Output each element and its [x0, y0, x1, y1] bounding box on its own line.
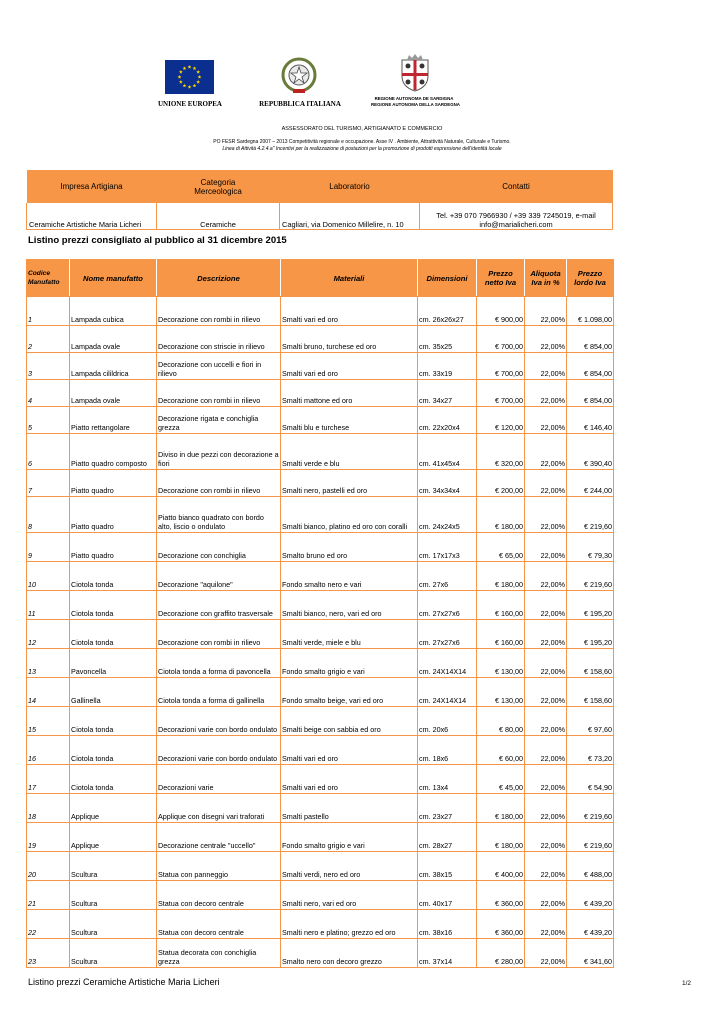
cell-nome: Ciotola tonda	[70, 707, 157, 736]
cell-dimensioni: cm. 28x27	[418, 823, 477, 852]
table-row	[27, 649, 614, 678]
cell-dimensioni: cm. 33x19	[418, 353, 477, 380]
cell-materiali: Smalti verdi, nero ed oro	[281, 852, 418, 881]
cell-dimensioni: cm. 20x6	[418, 707, 477, 736]
cell-codice: 12	[27, 620, 70, 649]
cell-codice: 18	[27, 794, 70, 823]
cell-prezzo-lordo: € 219,60	[567, 794, 614, 823]
cell-prezzo-netto: € 180,00	[477, 823, 525, 852]
cell-codice: 7	[27, 470, 70, 497]
col-header-codice: Codice Manufatto	[27, 260, 70, 297]
cell-dimensioni: cm. 38x16	[418, 910, 477, 939]
company-info-table	[26, 170, 613, 230]
info-header-contatti: Contatti	[420, 170, 613, 203]
cell-prezzo-netto: € 120,00	[477, 407, 525, 434]
cell-aliquota: 22,00%	[525, 326, 567, 353]
cell-dimensioni: cm. 34x27	[418, 380, 477, 407]
cell-dimensioni: cm. 37x14	[418, 939, 477, 968]
price-table-body	[27, 297, 614, 968]
cell-nome: Lampada cilildrica	[70, 353, 157, 380]
cell-descrizione: Decorazioni varie con bordo ondulato	[157, 707, 281, 736]
cell-codice: 9	[27, 533, 70, 562]
cell-descrizione: Applique con disegni vari traforati	[157, 794, 281, 823]
cell-prezzo-netto: € 900,00	[477, 297, 525, 326]
cell-aliquota: 22,00%	[525, 707, 567, 736]
cell-nome: Ciotola tonda	[70, 736, 157, 765]
col-header-descrizione: Descrizione	[157, 260, 281, 297]
footer-title: Listino prezzi Ceramiche Artistiche Maria Licheri	[28, 977, 220, 987]
cell-prezzo-lordo: € 195,20	[567, 591, 614, 620]
cell-materiali: Smalti verde, miele e blu	[281, 620, 418, 649]
cell-dimensioni: cm. 27x27x6	[418, 591, 477, 620]
info-laboratorio-value: Cagliari, via Domenico Millelire, n. 10	[280, 203, 420, 230]
cell-codice: 2	[27, 326, 70, 353]
cell-prezzo-netto: € 400,00	[477, 852, 525, 881]
cell-codice: 6	[27, 434, 70, 470]
cell-nome: Scultura	[70, 852, 157, 881]
cell-prezzo-lordo: € 244,00	[567, 470, 614, 497]
cell-dimensioni: cm. 24X14X14	[418, 678, 477, 707]
cell-nome: Applique	[70, 823, 157, 852]
sardegna-caption-1: REGIONE AUTONOMA DE SARDIGNA	[374, 96, 454, 101]
cell-dimensioni: cm. 38x15	[418, 852, 477, 881]
price-list-table	[26, 259, 614, 968]
cell-nome: Ciotola tonda	[70, 591, 157, 620]
table-row	[27, 939, 614, 968]
cell-descrizione: Statua con decoro centrale	[157, 910, 281, 939]
italy-caption: REPUBBLICA ITALIANA	[259, 100, 341, 108]
table-row	[27, 765, 614, 794]
cell-codice: 23	[27, 939, 70, 968]
cell-prezzo-netto: € 200,00	[477, 470, 525, 497]
cell-dimensioni: cm. 13x4	[418, 765, 477, 794]
info-contatti-value: Tel. +39 070 7966930 / +39 339 7245019, e-mail info@marialicheri.com	[420, 203, 613, 230]
cell-aliquota: 22,00%	[525, 765, 567, 794]
sardegna-crest	[399, 54, 431, 92]
cell-codice: 13	[27, 649, 70, 678]
cell-descrizione: Decorazione con rombi in rilievo	[157, 620, 281, 649]
page-number: 1/2	[682, 980, 692, 987]
cell-descrizione: Diviso in due pezzi con decorazione a fiori	[157, 434, 281, 470]
cell-codice: 10	[27, 562, 70, 591]
table-row	[27, 326, 614, 353]
cell-codice: 16	[27, 736, 70, 765]
table-row	[27, 794, 614, 823]
italian-republic-emblem	[280, 55, 318, 95]
cell-dimensioni: cm. 34x34x4	[418, 470, 477, 497]
cell-aliquota: 22,00%	[525, 736, 567, 765]
cell-prezzo-netto: € 700,00	[477, 326, 525, 353]
cell-nome: Pavoncella	[70, 649, 157, 678]
cell-aliquota: 22,00%	[525, 434, 567, 470]
cell-nome: Scultura	[70, 910, 157, 939]
cell-materiali: Fondo smalto grigio e vari	[281, 649, 418, 678]
cell-materiali: Smalti mattone ed oro	[281, 380, 418, 407]
cell-aliquota: 22,00%	[525, 881, 567, 910]
col-header-nome: Nome manufatto	[70, 260, 157, 297]
table-row	[27, 434, 614, 470]
cell-codice: 4	[27, 380, 70, 407]
cell-codice: 20	[27, 852, 70, 881]
table-row	[27, 497, 614, 533]
cell-codice: 11	[27, 591, 70, 620]
cell-prezzo-lordo: € 1.098,00	[567, 297, 614, 326]
cell-descrizione: Decorazione centrale "uccello"	[157, 823, 281, 852]
cell-descrizione: Decorazione con uccelli e fiori in rilievo	[157, 353, 281, 380]
cell-prezzo-lordo: € 488,00	[567, 852, 614, 881]
cell-prezzo-lordo: € 854,00	[567, 380, 614, 407]
cell-descrizione: Piatto bianco quadrato con bordo alto, liscio o ondulato	[157, 497, 281, 533]
cell-descrizione: Decorazione con rombi in rilievo	[157, 470, 281, 497]
cell-descrizione: Statua decorata con conchiglia grezza	[157, 939, 281, 968]
cell-prezzo-lordo: € 73,20	[567, 736, 614, 765]
cell-prezzo-netto: € 320,00	[477, 434, 525, 470]
cell-prezzo-netto: € 80,00	[477, 707, 525, 736]
cell-codice: 8	[27, 497, 70, 533]
table-row	[27, 823, 614, 852]
assessorato-line: ASSESSORATO DEL TURISMO, ARTIGIANATO E COMMERCIO	[281, 126, 443, 132]
cell-materiali: Smalti bruno, turchese ed oro	[281, 326, 418, 353]
cell-aliquota: 22,00%	[525, 823, 567, 852]
cell-materiali: Smalti nero, vari ed oro	[281, 881, 418, 910]
cell-materiali: Smalti blu e turchese	[281, 407, 418, 434]
cell-aliquota: 22,00%	[525, 852, 567, 881]
cell-aliquota: 22,00%	[525, 407, 567, 434]
cell-dimensioni: cm. 26x26x27	[418, 297, 477, 326]
col-header-prezzo-netto: Prezzo netto Iva	[477, 260, 525, 297]
cell-descrizione: Decorazione con graffito trasversale	[157, 591, 281, 620]
cell-codice: 17	[27, 765, 70, 794]
cell-descrizione: Decorazione con conchiglia	[157, 533, 281, 562]
table-row	[27, 707, 614, 736]
cell-nome: Ciotola tonda	[70, 562, 157, 591]
cell-aliquota: 22,00%	[525, 939, 567, 968]
info-categoria-value: Ceramiche	[157, 203, 280, 230]
cell-prezzo-netto: € 60,00	[477, 736, 525, 765]
cell-prezzo-netto: € 700,00	[477, 380, 525, 407]
cell-dimensioni: cm. 18x6	[418, 736, 477, 765]
cell-materiali: Smalti pastello	[281, 794, 418, 823]
cell-nome: Lampada ovale	[70, 380, 157, 407]
cell-aliquota: 22,00%	[525, 497, 567, 533]
cell-aliquota: 22,00%	[525, 678, 567, 707]
cell-descrizione: Decorazione "aquilone"	[157, 562, 281, 591]
cell-dimensioni: cm. 35x25	[418, 326, 477, 353]
cell-materiali: Smalti bianco, platino ed oro con coralli	[281, 497, 418, 533]
cell-nome: Lampada ovale	[70, 326, 157, 353]
table-row	[27, 678, 614, 707]
cell-nome: Gallinella	[70, 678, 157, 707]
cell-codice: 14	[27, 678, 70, 707]
eu-flag-logo	[165, 60, 214, 94]
cell-prezzo-lordo: € 97,60	[567, 707, 614, 736]
cell-descrizione: Decorazioni varie	[157, 765, 281, 794]
table-row	[27, 533, 614, 562]
table-row	[27, 380, 614, 407]
cell-descrizione: Decorazione rigata e conchiglia grezza	[157, 407, 281, 434]
col-header-materiali: Materiali	[281, 260, 418, 297]
info-header-categoria: Categoria Merceologica	[157, 170, 280, 203]
cell-prezzo-lordo: € 158,60	[567, 649, 614, 678]
cell-nome: Lampada cubica	[70, 297, 157, 326]
cell-prezzo-lordo: € 219,60	[567, 823, 614, 852]
col-header-aliquota: Aliquota Iva in %	[525, 260, 567, 297]
cell-prezzo-netto: € 160,00	[477, 620, 525, 649]
cell-prezzo-netto: € 160,00	[477, 591, 525, 620]
cell-descrizione: Ciotola tonda a forma di gallinella	[157, 678, 281, 707]
cell-nome: Piatto rettangolare	[70, 407, 157, 434]
table-row	[27, 353, 614, 380]
cell-materiali: Smalto nero con decoro grezzo	[281, 939, 418, 968]
cell-prezzo-netto: € 180,00	[477, 794, 525, 823]
cell-codice: 22	[27, 910, 70, 939]
table-row	[27, 470, 614, 497]
cell-nome: Scultura	[70, 881, 157, 910]
cell-aliquota: 22,00%	[525, 380, 567, 407]
cell-prezzo-netto: € 130,00	[477, 678, 525, 707]
cell-dimensioni: cm. 22x20x4	[418, 407, 477, 434]
cell-prezzo-lordo: € 219,60	[567, 497, 614, 533]
cell-nome: Piatto quadro	[70, 533, 157, 562]
cell-prezzo-netto: € 360,00	[477, 910, 525, 939]
cell-aliquota: 22,00%	[525, 297, 567, 326]
cell-prezzo-lordo: € 146,40	[567, 407, 614, 434]
cell-dimensioni: cm. 41x45x4	[418, 434, 477, 470]
cell-codice: 19	[27, 823, 70, 852]
cell-materiali: Smalti vari ed oro	[281, 353, 418, 380]
cell-prezzo-lordo: € 219,60	[567, 562, 614, 591]
cell-descrizione: Statua con panneggio	[157, 852, 281, 881]
cell-materiali: Fondo smalto grigio e vari	[281, 823, 418, 852]
cell-prezzo-lordo: € 854,00	[567, 326, 614, 353]
cell-prezzo-lordo: € 439,20	[567, 881, 614, 910]
cell-dimensioni: cm. 40x17	[418, 881, 477, 910]
cell-codice: 5	[27, 407, 70, 434]
cell-materiali: Smalti verde e blu	[281, 434, 418, 470]
cell-dimensioni: cm. 24X14X14	[418, 649, 477, 678]
cell-materiali: Smalti vari ed oro	[281, 297, 418, 326]
cell-aliquota: 22,00%	[525, 794, 567, 823]
cell-codice: 15	[27, 707, 70, 736]
info-impresa-value: Ceramiche Artistiche Maria Licheri	[27, 203, 157, 230]
table-row	[27, 910, 614, 939]
cell-prezzo-netto: € 180,00	[477, 497, 525, 533]
cell-nome: Applique	[70, 794, 157, 823]
cell-descrizione: Ciotola tonda a forma di pavoncella	[157, 649, 281, 678]
cell-codice: 21	[27, 881, 70, 910]
cell-dimensioni: cm. 23x27	[418, 794, 477, 823]
cell-nome: Piatto quadro	[70, 470, 157, 497]
cell-aliquota: 22,00%	[525, 910, 567, 939]
cell-descrizione: Statua con decoro centrale	[157, 881, 281, 910]
table-row	[27, 881, 614, 910]
cell-materiali: Smalto bruno ed oro	[281, 533, 418, 562]
cell-nome: Ciotola tonda	[70, 620, 157, 649]
cell-prezzo-lordo: € 854,00	[567, 353, 614, 380]
cell-materiali: Smalti bianco, nero, vari ed oro	[281, 591, 418, 620]
cell-aliquota: 22,00%	[525, 620, 567, 649]
cell-prezzo-lordo: € 158,60	[567, 678, 614, 707]
table-row	[27, 591, 614, 620]
cell-dimensioni: cm. 24x24x5	[418, 497, 477, 533]
listino-title: Listino prezzi consigliato al pubblico al 31 dicembre 2015	[28, 235, 287, 246]
cell-aliquota: 22,00%	[525, 562, 567, 591]
cell-materiali: Smalti vari ed oro	[281, 765, 418, 794]
cell-prezzo-lordo: € 54,90	[567, 765, 614, 794]
cell-dimensioni: cm. 17x17x3	[418, 533, 477, 562]
cell-materiali: Smalti nero, pastelli ed oro	[281, 470, 418, 497]
cell-aliquota: 22,00%	[525, 353, 567, 380]
cell-aliquota: 22,00%	[525, 533, 567, 562]
cell-prezzo-netto: € 360,00	[477, 881, 525, 910]
cell-prezzo-netto: € 700,00	[477, 353, 525, 380]
cell-descrizione: Decorazione con rombi in rilievo	[157, 380, 281, 407]
cell-aliquota: 22,00%	[525, 649, 567, 678]
linea-attivita-line: Linea di Attività 4.2.4.a" Incentivi per la realizzazione di postazioni per la promozione di prodotti espressione dell'identità locale	[222, 146, 502, 152]
cell-codice: 1	[27, 297, 70, 326]
cell-prezzo-netto: € 180,00	[477, 562, 525, 591]
cell-aliquota: 22,00%	[525, 470, 567, 497]
table-row	[27, 407, 614, 434]
cell-prezzo-lordo: € 390,40	[567, 434, 614, 470]
cell-materiali: Fondo smalto nero e vari	[281, 562, 418, 591]
cell-materiali: Smalti nero e platino; grezzo ed oro	[281, 910, 418, 939]
cell-prezzo-lordo: € 79,30	[567, 533, 614, 562]
table-row	[27, 736, 614, 765]
cell-prezzo-lordo: € 341,60	[567, 939, 614, 968]
info-header-laboratorio: Laboratorio	[280, 170, 420, 203]
cell-dimensioni: cm. 27x6	[418, 562, 477, 591]
cell-nome: Piatto quadro	[70, 497, 157, 533]
info-header-impresa: Impresa Artigiana	[27, 170, 157, 203]
table-row	[27, 620, 614, 649]
cell-prezzo-netto: € 130,00	[477, 649, 525, 678]
cell-nome: Scultura	[70, 939, 157, 968]
col-header-prezzo-lordo: Prezzo lordo Iva	[567, 260, 614, 297]
cell-descrizione: Decorazione con striscie in rilievo	[157, 326, 281, 353]
cell-materiali: Fondo smalto beige, vari ed oro	[281, 678, 418, 707]
cell-materiali: Smalti beige con sabbia ed oro	[281, 707, 418, 736]
po-fesr-line: PO FESR Sardegna 2007 – 2013 Competitività regionale e occupazione. Asse IV . Ambiente, Attrattività Naturale, Culturale e Turismo.	[213, 139, 511, 145]
cell-aliquota: 22,00%	[525, 591, 567, 620]
cell-nome: Ciotola tonda	[70, 765, 157, 794]
cell-descrizione: Decorazione con rombi in rilievo	[157, 297, 281, 326]
cell-prezzo-lordo: € 439,20	[567, 910, 614, 939]
cell-prezzo-netto: € 65,00	[477, 533, 525, 562]
cell-prezzo-netto: € 280,00	[477, 939, 525, 968]
cell-nome: Piatto quadro composto	[70, 434, 157, 470]
sardegna-caption-2: REGIONE AUTONOMA DELLA SARDEGNA	[371, 102, 460, 107]
cell-prezzo-netto: € 45,00	[477, 765, 525, 794]
table-row	[27, 852, 614, 881]
eu-caption: UNIONE EUROPEA	[158, 100, 222, 108]
col-header-dimensioni: Dimensioni	[418, 260, 477, 297]
cell-materiali: Smalti vari ed oro	[281, 736, 418, 765]
table-row	[27, 562, 614, 591]
cell-descrizione: Decorazioni varie con bordo ondulato	[157, 736, 281, 765]
cell-prezzo-lordo: € 195,20	[567, 620, 614, 649]
cell-dimensioni: cm. 27x27x6	[418, 620, 477, 649]
table-row	[27, 297, 614, 326]
cell-codice: 3	[27, 353, 70, 380]
